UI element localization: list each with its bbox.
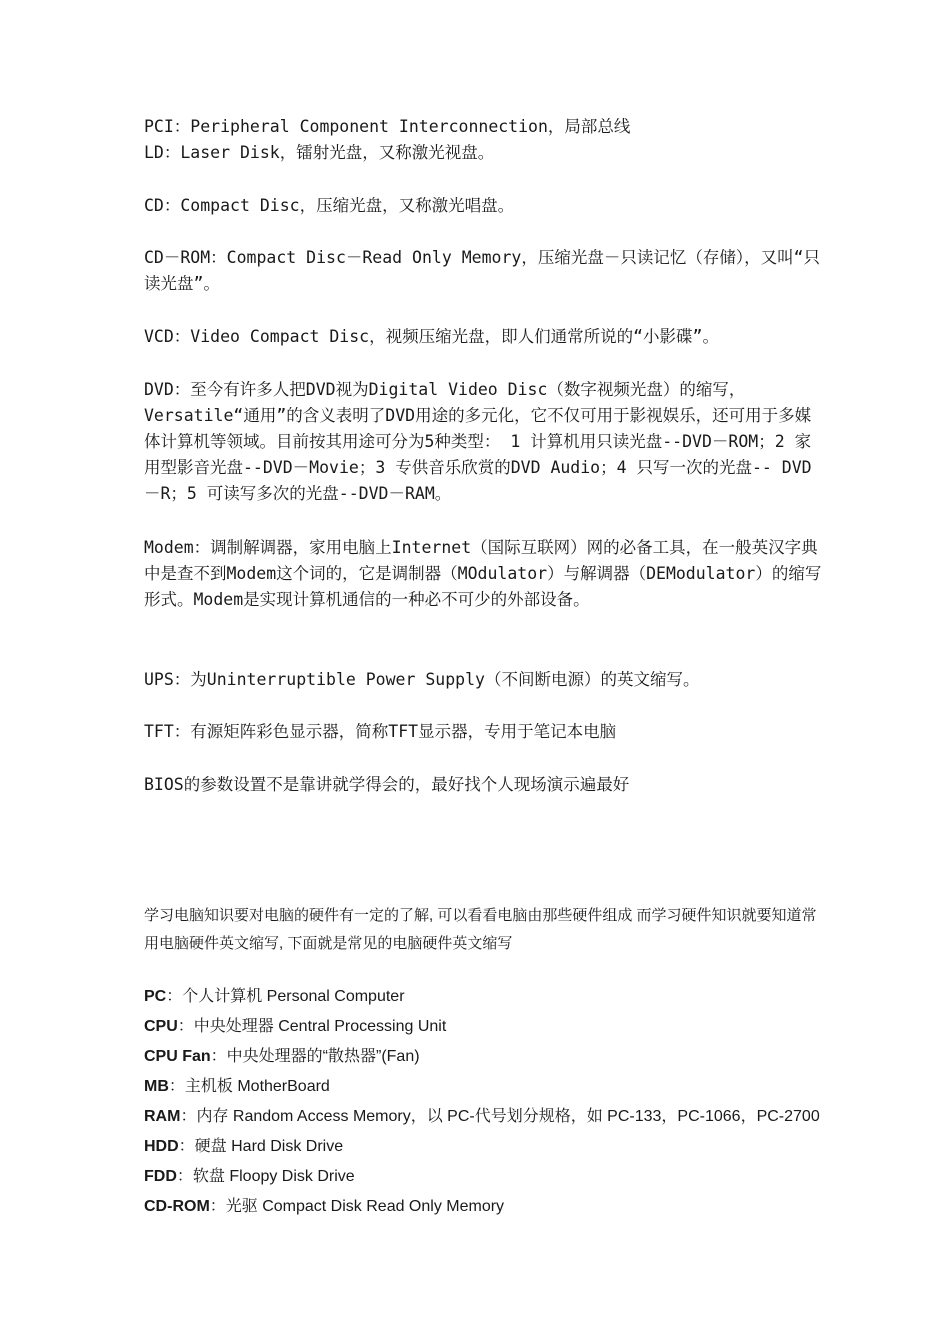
term-pc: PC	[144, 988, 167, 1005]
definition-pc-text: ：个人计算机 Personal Computer	[166, 988, 405, 1005]
term-fdd: FDD	[144, 1168, 177, 1185]
definition-mb-text: ：主机板 MotherBoard	[168, 1078, 330, 1095]
definition-cd-rom	[144, 1192, 824, 1222]
term-cd-rom: CD-ROM	[144, 1198, 210, 1215]
definition-hdd	[144, 1132, 824, 1162]
paragraph-ups: UPS：为Uninterruptible Power Supply（不间断电源）的英文缩写。	[144, 670, 700, 689]
definition-hdd-text: ：硬盘 Hard Disk Drive	[178, 1138, 344, 1155]
term-ram: RAM	[144, 1108, 181, 1125]
paragraph-cdrom: CD－ROM：Compact Disc－Read Only Memory，压缩光盘－只读记忆（存储），又叫“只读光盘”。	[144, 248, 821, 293]
definition-cpu	[144, 1012, 824, 1042]
paragraph-vcd: VCD：Video Compact Disc，视频压缩光盘，即人们通常所说的“小影碟”。	[144, 327, 719, 346]
definition-ram-text: ：内存 Random Access Memory，以 PC-代号划分规格，如 PC-133，PC-1066，PC-2700	[180, 1108, 820, 1125]
paragraph-pci: PCI：Peripheral Component Interconnection，局部总线	[144, 117, 631, 136]
intro-paragraph: 学习电脑知识要对电脑的硬件有一定的了解, 可以看看电脑由那些硬件组成 而学习硬件知识就要知道常用电脑硬件英文缩写, 下面就是常见的电脑硬件英文缩写	[144, 907, 817, 952]
definition-fdd	[144, 1162, 824, 1192]
definition-fdd-text: ：软盘 Floopy Disk Drive	[176, 1168, 355, 1185]
term-hdd: HDD	[144, 1138, 179, 1155]
definition-ram	[144, 1102, 824, 1132]
paragraph-cd: CD：Compact Disc，压缩光盘，又称激光唱盘。	[144, 196, 515, 215]
term-cpu: CPU	[144, 1018, 178, 1035]
definition-cpu-fan-text: ：中央处理器的“散热器”(Fan)	[210, 1048, 420, 1065]
definition-cpu-text: ：中央处理器 Central Processing Unit	[177, 1018, 447, 1035]
definition-mb	[144, 1072, 824, 1102]
definition-cpu-fan	[144, 1042, 824, 1072]
paragraph-modem: Modem：调制解调器，家用电脑上Internet（国际互联网）网的必备工具，在一般英汉字典中是查不到Modem这个词的，它是调制器（MOdulator）与解调器（DEModulator）的缩写形式。Modem是实现计算机通信的一种必不可少的外部设备。	[144, 538, 822, 609]
paragraph-dvd: DVD：至今有许多人把DVD视为Digital Video Disc（数字视频光盘）的缩写，Versatile“通用”的含义表明了DVD用途的多元化，它不仅可用于影视娱乐，还可用于多媒体计算机等领域。目前按其用途可分为5种类型： 1 计算机用只读光盘--DVD－ROM；2 家用型影音光盘--DVD－Movie；3 专供音乐欣赏的DVD Audio；4 只写一次的光盘-- DVD－R；5 可读写多次的光盘--DVD－RAM。	[144, 380, 812, 503]
paragraph-ld: LD：Laser Disk，镭射光盘，又称激光视盘。	[144, 143, 495, 162]
term-mb: MB	[144, 1078, 169, 1095]
definition-cd-rom-text: ：光驱 Compact Disk Read Only Memory	[209, 1198, 505, 1215]
paragraph-bios: BIOS的参数设置不是靠讲就学得会的，最好找个人现场演示遍最好	[144, 775, 630, 794]
term-cpu-fan: CPU Fan	[144, 1048, 211, 1065]
definition-pc	[144, 982, 824, 1012]
paragraph-tft: TFT：有源矩阵彩色显示器，简称TFT显示器，专用于笔记本电脑	[144, 722, 617, 741]
